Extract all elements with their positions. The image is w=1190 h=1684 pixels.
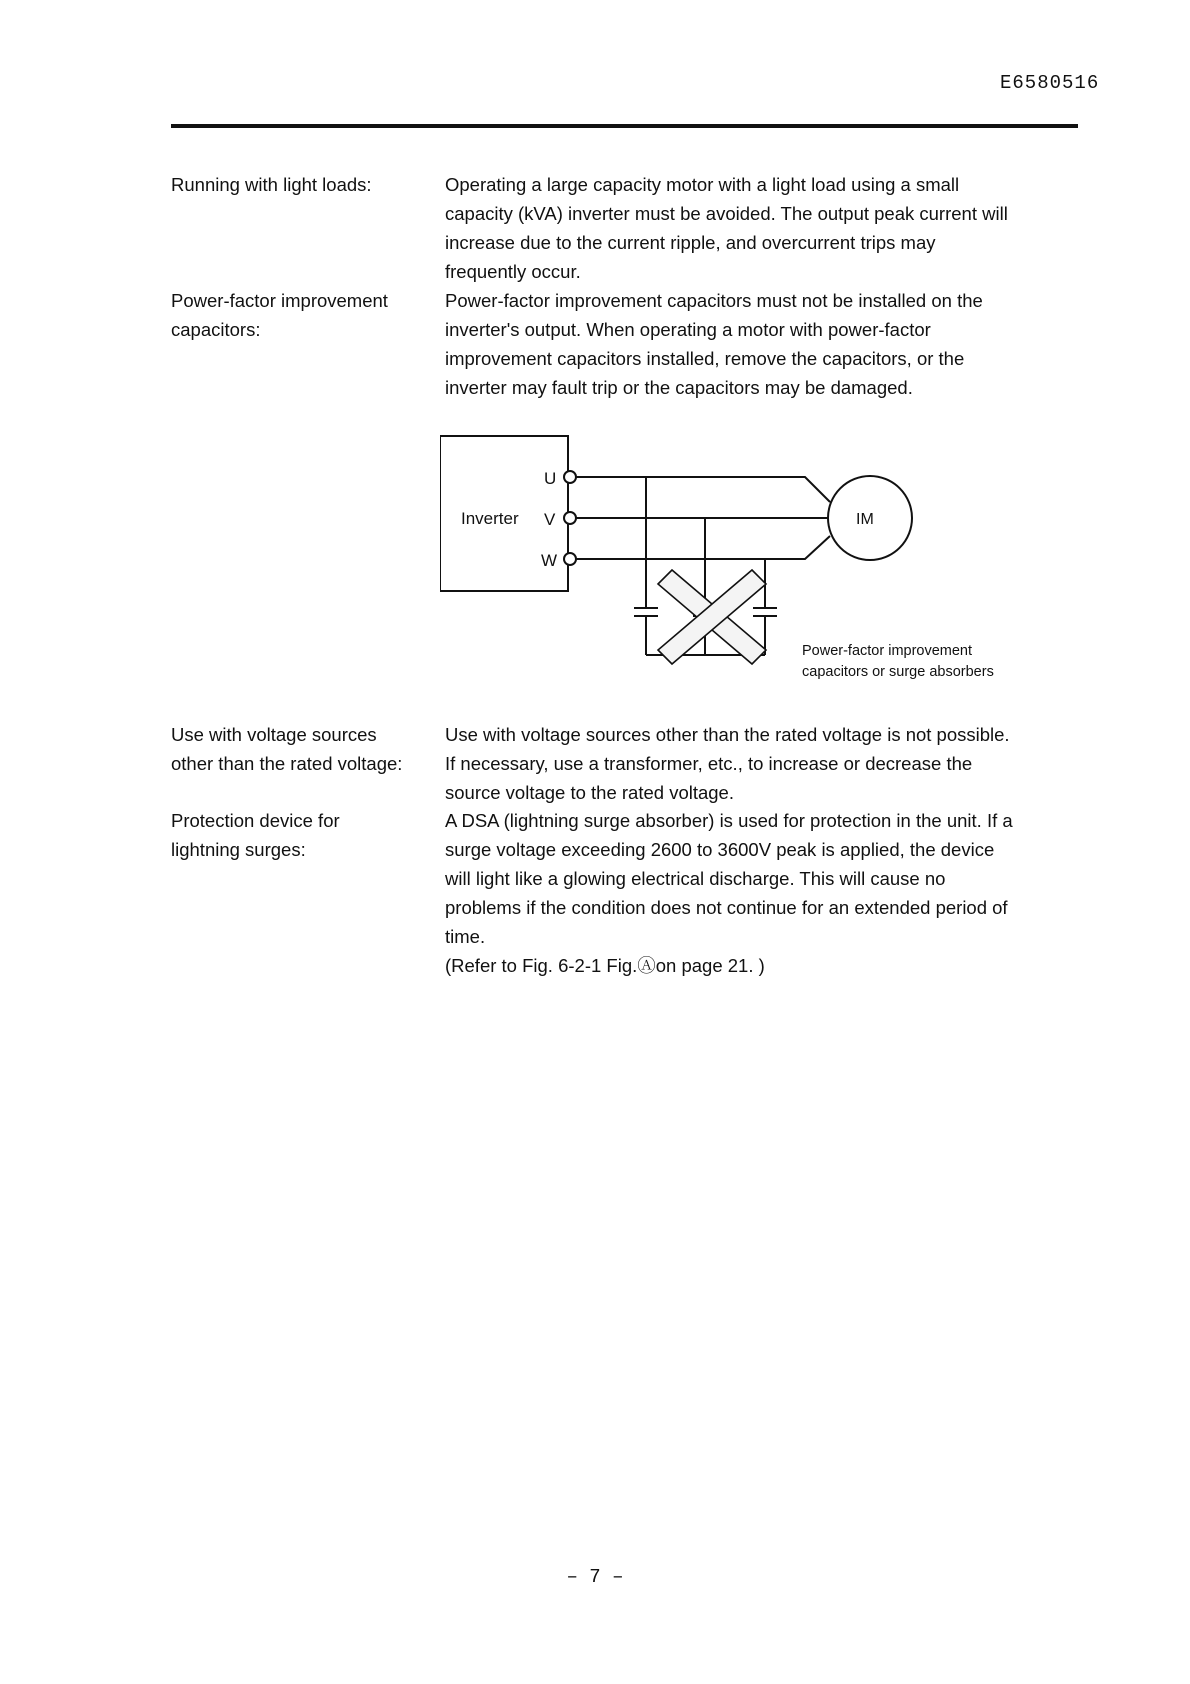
section-text [445, 806, 1045, 980]
label-line: capacitors: [171, 319, 261, 340]
text-line: capacity (kVA) inverter must be avoided. The output peak current will [445, 203, 1008, 224]
label-line: Running with light loads: [171, 174, 372, 195]
terminal-w-label: W [541, 551, 558, 570]
section-text [445, 720, 1045, 807]
terminal-v [564, 512, 576, 524]
label-line: Protection device for [171, 810, 340, 831]
label-line: Use with voltage sources [171, 724, 377, 745]
text-line: Operating a large capacity motor with a light load using a small [445, 174, 960, 195]
text-line: will light like a glowing electrical discharge. This will cause no [445, 868, 946, 889]
text-line: improvement capacitors installed, remove the capacitors, or the [445, 348, 965, 369]
inverter-label: Inverter [461, 509, 519, 528]
document-code: E6580516 [1000, 72, 1100, 94]
text-line: Use with voltage sources other than the rated voltage is not possible. [445, 724, 1010, 745]
page-number: – 7 – [566, 1566, 624, 1588]
text-line: inverter may fault trip or the capacitors may be damaged. [445, 377, 913, 398]
section-label [171, 170, 441, 199]
text-line: surge voltage exceeding 2600 to 3600V peak is applied, the device [445, 839, 995, 860]
header-rule [171, 124, 1078, 128]
section-label [171, 286, 441, 344]
text-line: increase due to the current ripple, and overcurrent trips may [445, 232, 936, 253]
section-text [445, 170, 1045, 286]
text-line: source voltage to the rated voltage. [445, 782, 734, 803]
diagram-caption-line: capacitors or surge absorbers [802, 664, 994, 680]
text-line: If necessary, use a transformer, etc., to increase or decrease the [445, 753, 973, 774]
label-line: other than the rated voltage: [171, 753, 403, 774]
label-line: lightning surges: [171, 839, 306, 860]
text-line: inverter's output. When operating a motor with power-factor [445, 319, 931, 340]
terminal-u [564, 471, 576, 483]
text-line: A DSA (lightning surge absorber) is used for protection in the unit. If a [445, 810, 1013, 831]
text-line: time. [445, 926, 486, 947]
capacitor-wiring-diagram [440, 432, 1030, 692]
figure-reference: (Refer to Fig. 6-2-1 Fig.Ⓐon page 21. ) [445, 955, 765, 976]
text-line: frequently occur. [445, 261, 581, 282]
section-text [445, 286, 1045, 402]
text-line: Power-factor improvement capacitors must not be installed on the [445, 290, 983, 311]
terminal-w [564, 553, 576, 565]
motor-label: IM [856, 511, 874, 528]
text-line: problems if the condition does not continue for an extended period of [445, 897, 1008, 918]
wire-w [576, 536, 830, 559]
label-line: Power-factor improvement [171, 290, 388, 311]
diagram-caption-line: Power-factor improvement [802, 643, 973, 659]
section-label [171, 720, 441, 778]
section-label [171, 806, 441, 864]
terminal-u-label: U [544, 469, 557, 488]
wire-u [576, 477, 830, 502]
terminal-v-label: V [544, 510, 556, 529]
